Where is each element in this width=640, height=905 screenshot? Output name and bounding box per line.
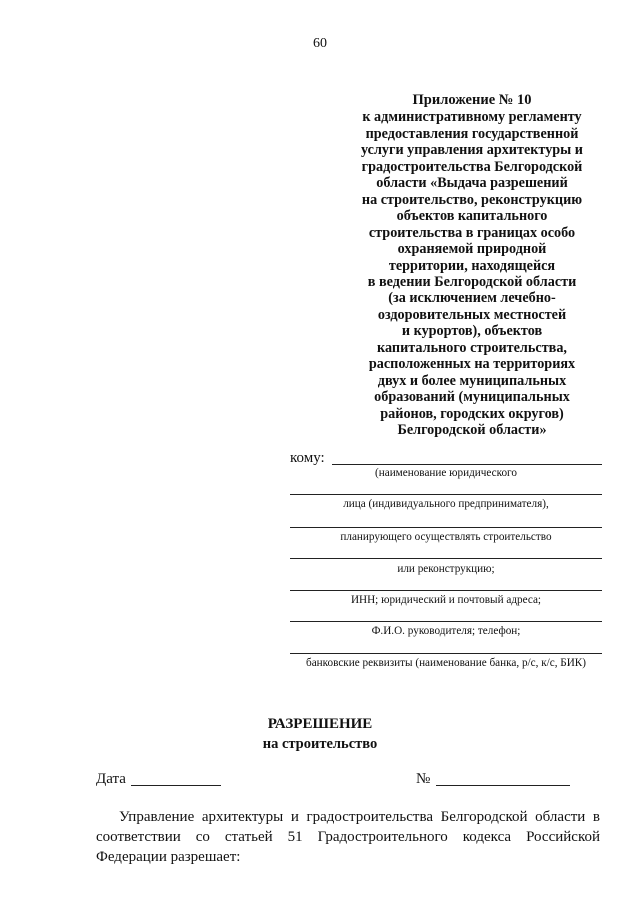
appendix-line: на строительство, реконструкцию <box>361 191 583 208</box>
appendix-line: расположенных на территориях <box>368 356 576 373</box>
addressee-fill-line[interactable] <box>290 590 602 591</box>
addressee-caption: ИНН; юридический и почтовый адреса; <box>350 594 542 606</box>
addressee-fill-line[interactable] <box>290 494 602 495</box>
addressee-fill-line[interactable] <box>332 464 602 465</box>
addressee-caption: банковские реквизиты (наименование банка, р/с, к/с, БИК) <box>306 657 586 669</box>
addressee-fill-line[interactable] <box>290 558 602 559</box>
appendix-line: оздоровительных местностей <box>377 306 567 323</box>
appendix-line: образований (муниципальных <box>374 389 570 406</box>
appendix-line: градостроительства Белгородской <box>361 158 583 175</box>
appendix-title: Приложение № 10 <box>412 92 532 108</box>
addressee-fill-line[interactable] <box>290 527 602 528</box>
appendix-line: объектов капитального <box>396 208 548 225</box>
appendix-line: и курортов), объектов <box>401 323 543 340</box>
appendix-line: двух и более муниципальных <box>377 372 567 389</box>
addressee-row <box>290 450 602 468</box>
appendix-line: охраняемой природной <box>397 241 547 258</box>
addressee-caption: планирующего осуществлять строительство <box>340 531 552 543</box>
number-label: № <box>416 771 431 787</box>
appendix-line: к административному регламенту <box>362 109 582 126</box>
addressee-fill-line[interactable] <box>290 621 602 622</box>
addressee-label: кому: <box>290 450 325 466</box>
addressee-caption: или реконструкцию; <box>397 563 495 575</box>
date-fill-line[interactable] <box>131 785 221 786</box>
appendix-line: услуги управления архитектуры и <box>361 142 583 159</box>
number-fill-line[interactable] <box>436 785 570 786</box>
addressee-caption: (наименование юридического <box>375 467 517 479</box>
permission-title: РАЗРЕШЕНИЕ <box>267 716 373 732</box>
page-number: 60 <box>313 36 327 51</box>
appendix-line: строительства в границах особо <box>368 224 576 241</box>
appendix-line: Белгородской области» <box>397 422 547 439</box>
appendix-line: капитального строительства, <box>377 339 567 356</box>
addressee-caption: лица (индивидуального предпринимателя), <box>343 498 549 510</box>
appendix-line: области «Выдача разрешений <box>376 175 568 192</box>
appendix-line: (за исключением лечебно- <box>388 290 556 307</box>
permission-subtitle: на строительство <box>262 736 378 752</box>
date-label: Дата <box>96 771 126 787</box>
appendix-line: районов, городских округов) <box>380 405 564 422</box>
addressee-fill-line[interactable] <box>290 653 602 654</box>
addressee-caption: Ф.И.О. руководителя; телефон; <box>371 625 521 637</box>
appendix-header <box>322 92 622 439</box>
body-paragraph: Управление архитектуры и градостроительства Белгородской области в соответствии со статьей 51 Градостроительного кодекса Российской Федерации разрешает: <box>96 809 600 865</box>
appendix-line: в ведении Белгородской области <box>367 273 577 290</box>
appendix-line: территории, находящейся <box>388 257 556 274</box>
appendix-line: предоставления государственной <box>365 125 579 142</box>
